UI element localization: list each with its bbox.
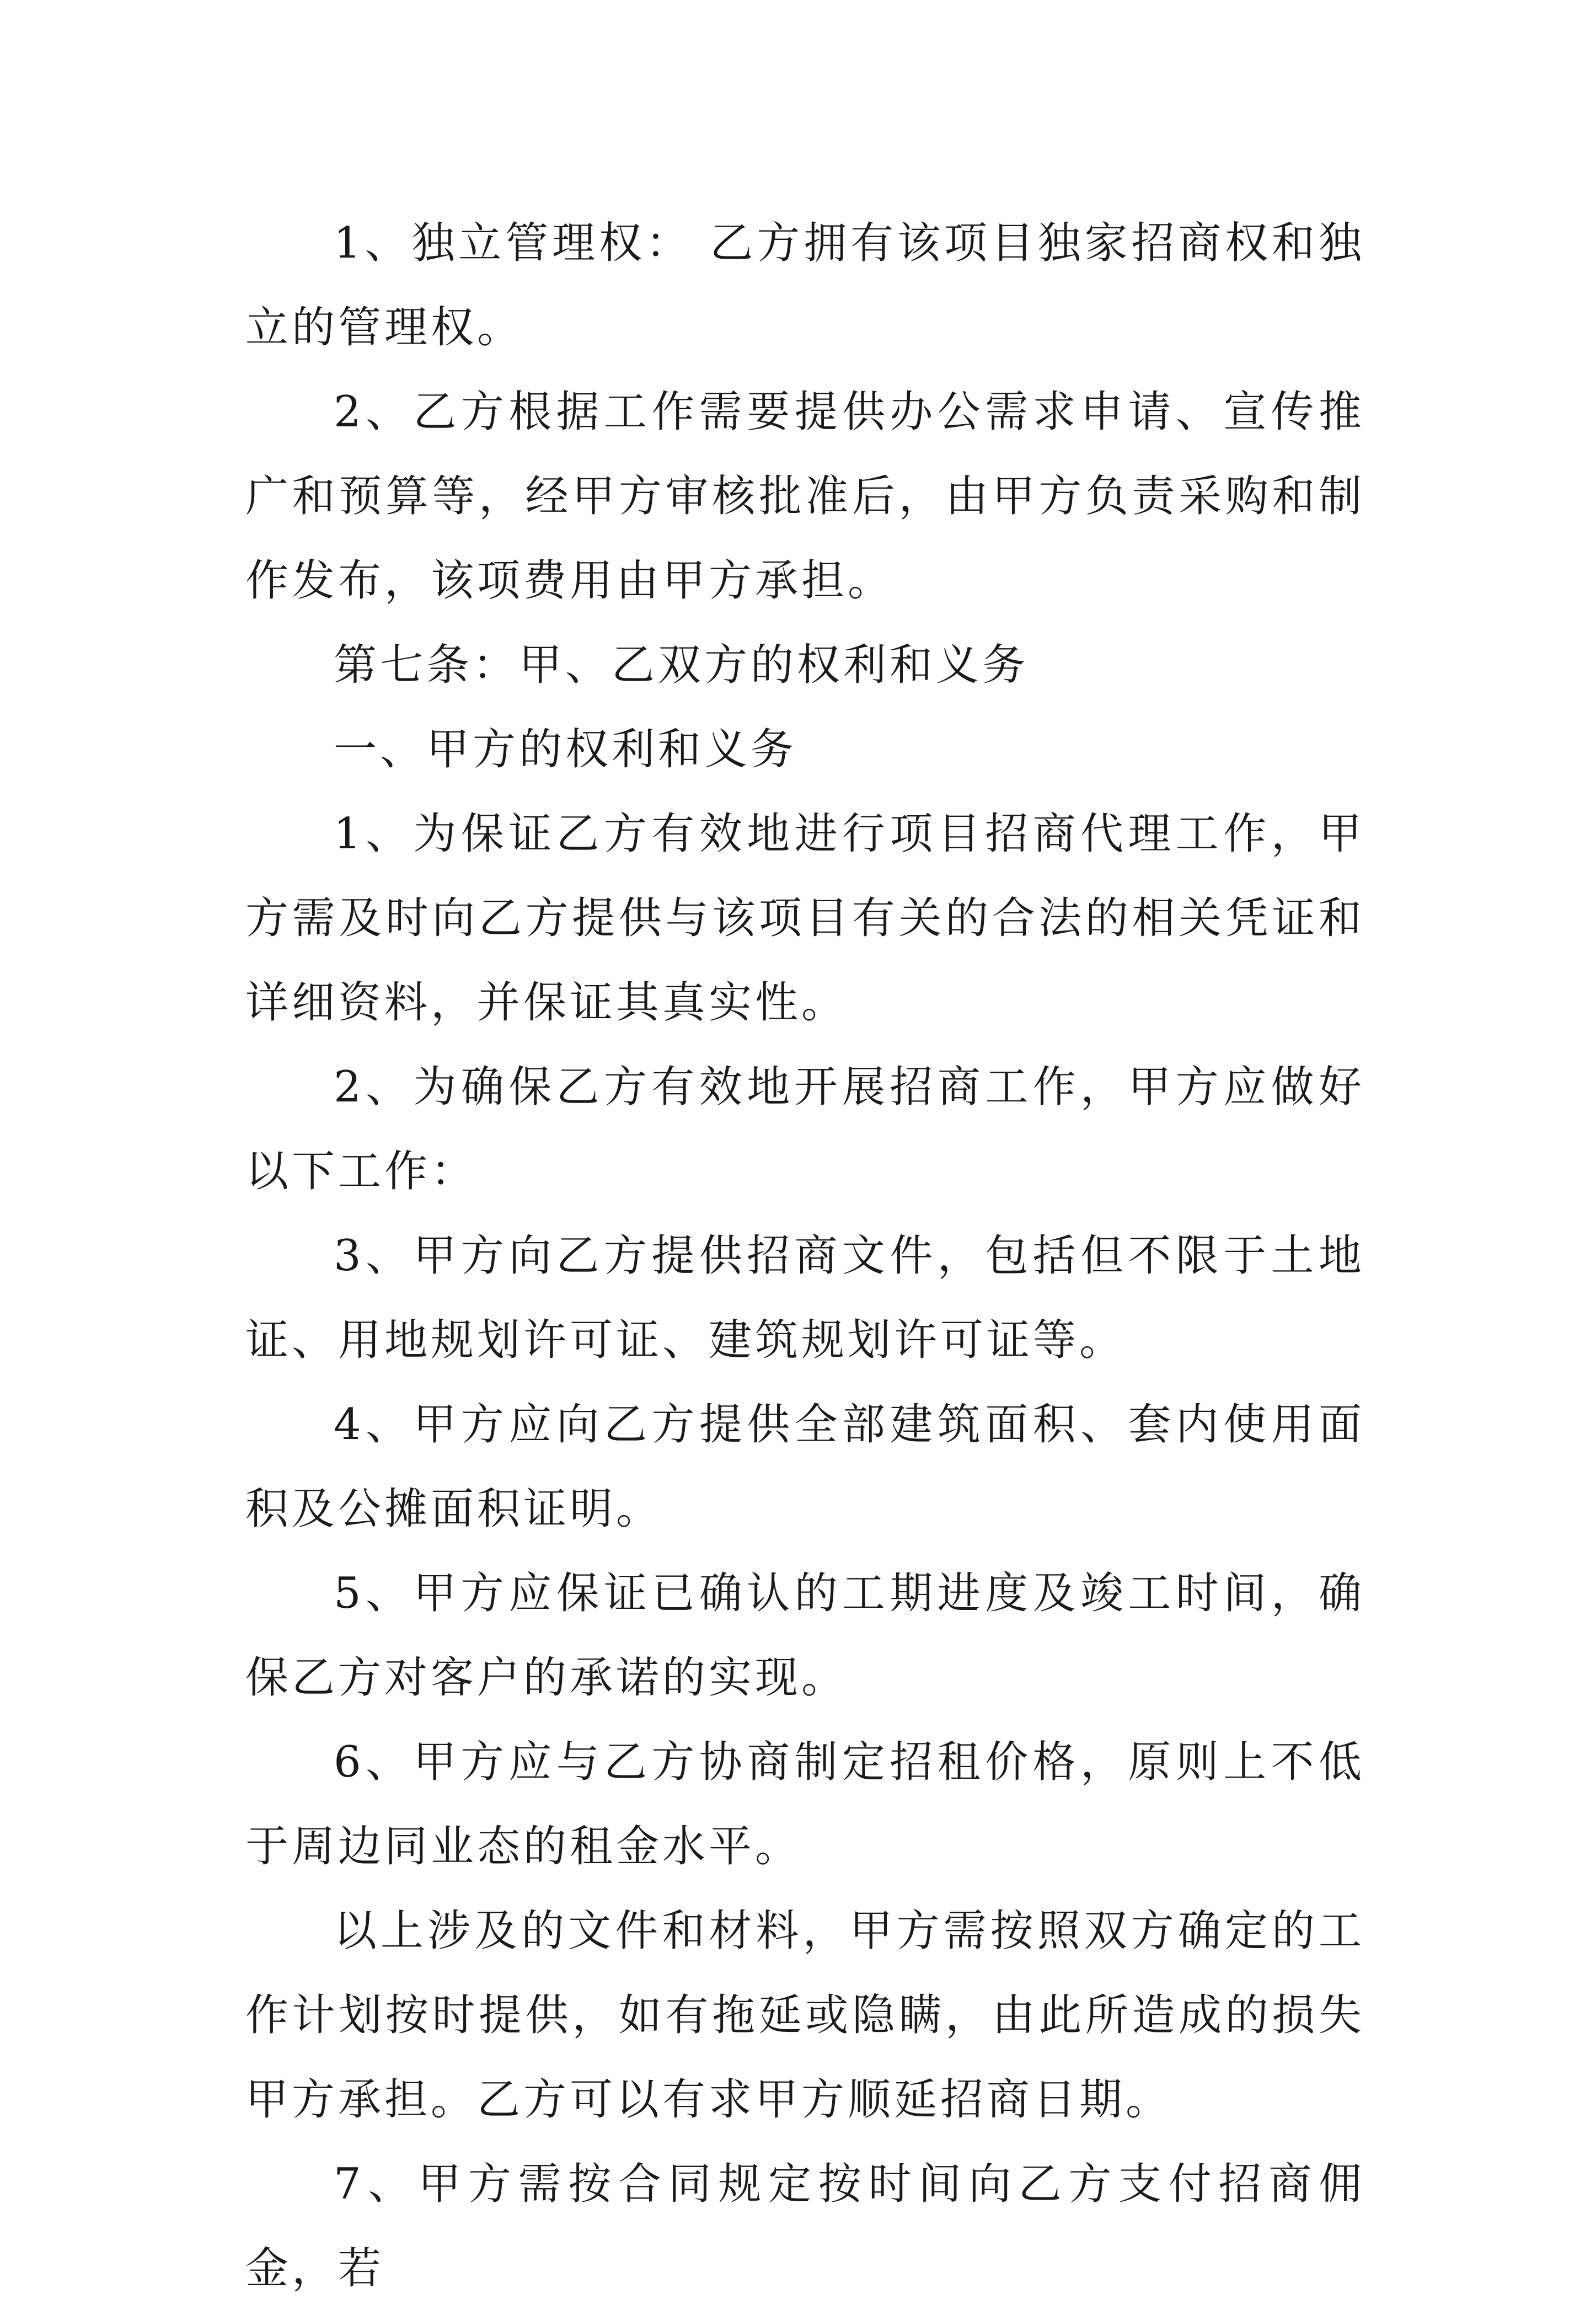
paragraph-a-7: 7、甲方需按合同规定按时间向乙方支付招商佣金，若: [245, 2159, 1365, 2293]
paragraph-a-3: 3、甲方向乙方提供招商文件，包括但不限于土地证、用地规划许可证、建筑规划许可证等。: [245, 1231, 1365, 1365]
paragraph-1: 1、独立管理权： 乙方拥有该项目独家招商权和独立的管理权。: [245, 218, 1365, 352]
paragraph-a-1: 1、为保证乙方有效地进行项目招商代理工作，甲方需及时向乙方提供与该项目有关的合法的相关凭证和详细资料，并保证其真实性。: [245, 809, 1365, 1028]
document-body: [245, 201, 1365, 2311]
paragraph-a-4: 4、甲方应向乙方提供全部建筑面积、套内使用面积及公摊面积证明。: [245, 1400, 1365, 1534]
paragraph-a-5: 5、甲方应保证已确认的工期进度及竣工时间，确保乙方对客户的承诺的实现。: [245, 1569, 1365, 1703]
section-heading-party-a: 一、甲方的权利和义务: [334, 725, 797, 774]
paragraph-a-2: 2、为确保乙方有效地开展招商工作，甲方应做好以下工作：: [245, 1062, 1365, 1196]
paragraph-a-6: 6、甲方应与乙方协商制定招租价格，原则上不低于周边同业态的租金水平。: [245, 1737, 1365, 1871]
article-7-heading: 第七条：甲、乙双方的权利和义务: [334, 640, 1029, 690]
paragraph-materials-note: 以上涉及的文件和材料，甲方需按照双方确定的工作计划按时提供，如有拖延或隐瞒，由此所造成的损失甲方承担。乙方可以有求甲方顺延招商日期。: [245, 1906, 1365, 2125]
paragraph-2: 2、乙方根据工作需要提供办公需求申请、宣传推广和预算等，经甲方审核批准后，由甲方负责采购和制作发布，该项费用由甲方承担。: [245, 387, 1365, 606]
